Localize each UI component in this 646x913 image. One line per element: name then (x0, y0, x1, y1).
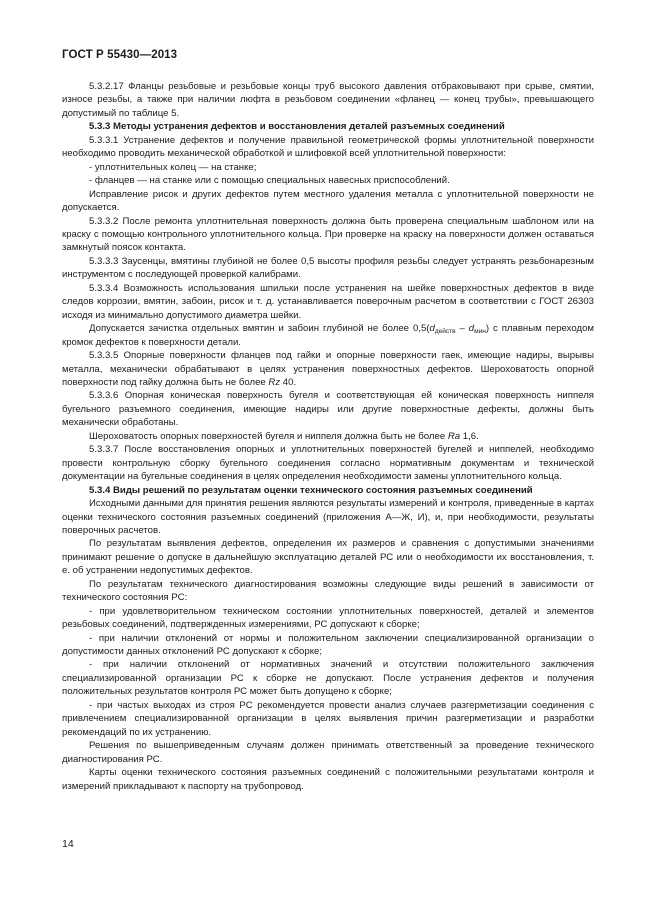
clause-5-3-3-6: 5.3.3.6 Опорная коническая поверхность бугеля и соответствующая ей коническая поверхность ниппеля бугельного разъемного соединения, имеющие надиры или другие поверхностные дефекты, должны быть механически обработаны. (62, 390, 594, 429)
clause-5-3-3-5-text: 5.3.3.5 Опорные поверхности фланцев под гайки и опорные поверхности гаек, имеющие надиры, вырывы металла, механически обрабатывают в целях устранения поверхностных дефектов. Шероховатость опорной поверхности под гайку должна быть не более (62, 350, 594, 388)
subscript-actual: действ (434, 328, 456, 336)
symbol-d-actual: d (429, 323, 435, 335)
paragraph-scratch-repair: Исправление рисок и других дефектов путем местного удаления металла с уплотнительной поверхности не допускается. (62, 188, 594, 214)
clause-5-3-3-5-value: 40. (280, 376, 297, 388)
list-item-deviation-positive: - при наличии отклонений от нормы и положительном заключении специализированной организации о допустимости данных отклонений РС допускают к сборке; (62, 632, 594, 658)
symbol-ra: Ra (447, 430, 461, 442)
clause-5-3-3-4: 5.3.3.4 Возможность использования шпильки после устранения на шейке поверхностных дефектов в виде следов коррозии, вмятин, забоин, рисок и т. д. устанавливается поверочным расчетом в соответствии с ГОСТ 26303 исходя из минимально допустимого диаметра шейки. (62, 282, 594, 321)
clause-5-3-3-7: 5.3.3.7 После восстановления опорных и уплотнительных поверхностей бугелей и ниппелей, необходимо провести контрольную сборку бугельного соединения согласно нормативным документам и технической документации на бугельные соединения в целях определения необходимости замены уплотнительного кольца. (62, 444, 594, 483)
clause-5-3-3-5 (62, 349, 594, 389)
list-item-rings: - уплотнительных колец — на станке; (89, 161, 257, 173)
paragraph-responsible: Решения по вышеприведенным случаям должен принимать ответственный за проведение технического диагностирования РС. (62, 740, 594, 765)
paragraph-initial-data: Исходными данными для принятия решения являются результаты измерений и контроля, приведенные в картах оценки технического состояния разъемных соединений (приложения А—Ж, И), и, при необходимости, результаты поверочных расчетов. (62, 498, 594, 536)
paragraph-defect-results: По результатам выявления дефектов, определения их размеров и сравнения с допустимыми значениями принимают решение о допуске в дальнейшую эксплуатацию деталей РС или о необходимости их восстановления, т. е. об устранении недопустимых дефектов. (62, 538, 594, 577)
section-heading-5-3-4: 5.3.4 Виды решений по результатам оценки технического состояния разъемных соединений (89, 484, 533, 496)
paragraph-cards: Карты оценки технического состояния разъемных соединений с положительными результатами контроля и измерений прикладывают к паспорту на трубопровод. (62, 767, 594, 792)
clause-5-3-2-17: 5.3.2.17 Фланцы резьбовые и резьбовые концы труб высокого давления отбраковывают при срыве, смятии, износе резьбы, а также при наличии люфта в резьбовом соединении «фланец — конец трубы», превышающего допустимый по таблице 5. (62, 81, 594, 119)
roughness-value: 1,6. (460, 430, 479, 442)
paragraph-roughness-ra (62, 430, 594, 443)
list-item-frequent-failures: - при частых выходах из строя РС рекомендуется провести анализ случаев разгерметизации соединения с привлечением специализированной организации в целях выявления причин разгерметизации и разработки рекомендаций по их устранению. (62, 699, 594, 738)
list-item-flanges: - фланцев — на станке или с помощью специальных навесных приспособлений. (89, 175, 450, 187)
paragraph-decision-types: По результатам технического диагностирования возможны следующие виды решений в зависимости от технического состояния РС: (62, 578, 594, 604)
dent-text-before: Допускается зачистка отдельных вмятин и забоин глубиной не более 0,5( (89, 323, 430, 335)
page-body (62, 80, 594, 793)
symbol-rz: Rz (268, 376, 281, 388)
roughness-text: Шероховатость опорных поверхностей бугеля и ниппеля должна быть не более (89, 430, 448, 442)
clause-5-3-3-3: 5.3.3.3 Заусенцы, вмятины глубиной не более 0,5 высоты профиля резьбы следует устранять резьбонарезным инструментом с последующей проверкой калибрами. (62, 255, 594, 281)
paragraph-dent-cleaning (62, 322, 594, 349)
page-number: 14 (62, 838, 74, 850)
subscript-min: мин (474, 328, 486, 336)
minus-sign: – (455, 323, 469, 335)
clause-5-3-3-2: 5.3.3.2 После ремонта уплотнительная поверхность должна быть проверена специальным шаблоном или на краску с помощью контрольного уплотнительного кольца. При проверке на краску на поверхности должен оставаться замкнутый поясок контакта. (62, 215, 594, 254)
list-item-satisfactory: - при удовлетворительном техническом состоянии уплотнительных поверхностей, деталей и элементов резьбовых соединений, подтвержденных измерениями, РС допускают к сборке; (62, 605, 594, 631)
list-item-deviation-negative: - при наличии отклонений от нормативных значений и отсутствии положительного заключения специализированной организации РС к сборке не допускают. После устранения дефектов и получения положительных результатов контроля РС может быть допущено к сборке; (62, 659, 594, 698)
section-heading-5-3-3: 5.3.3 Методы устранения дефектов и восстановления деталей разъемных соединений (89, 121, 505, 133)
symbol-d-min: d (468, 323, 475, 335)
clause-5-3-3-1: 5.3.3.1 Устранение дефектов и получение правильной геометрической формы уплотнительной поверхности необходимо проводить механической обработкой и шлифовкой всей уплотнительной поверхности: (62, 134, 594, 160)
standard-header: ГОСТ Р 55430—2013 (62, 49, 178, 61)
dent-text-after: ) с плавным переходом кромок дефектов к поверхности детали. (62, 323, 594, 348)
